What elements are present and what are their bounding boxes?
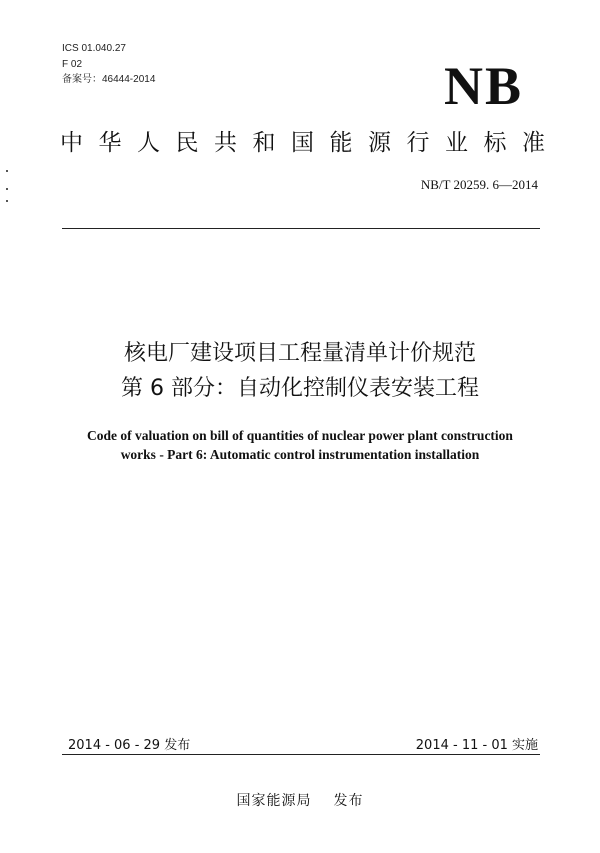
chinese-title-line-1: 核电厂建设项目工程量清单计价规范 xyxy=(123,341,476,366)
chinese-title-line-2: 第 6 部分：自动化控制仪表安装工程 xyxy=(121,376,479,401)
organization-title: 中华人民共和国能源行业标准 xyxy=(60,130,545,156)
english-title-line-1: Code of valuation on bill of quantities of nuclear power plant construction xyxy=(87,428,513,443)
implementation-date: 2014 - 11 - 01 实施 xyxy=(415,738,538,753)
issuer-line xyxy=(0,790,600,810)
nb-logo: NB xyxy=(443,56,523,116)
issuer-action: 发布 xyxy=(333,793,364,809)
ics-code: ICS 01.040.27 xyxy=(62,43,126,54)
issuer-name: 国家能源局 xyxy=(236,793,312,809)
bottom-divider xyxy=(62,754,540,755)
classification-code: F 02 xyxy=(62,59,83,70)
filing-number: 备案号：46444-2014 xyxy=(62,74,156,85)
scan-mark xyxy=(6,200,8,202)
standard-number: NB/T 20259. 6—2014 xyxy=(420,177,538,192)
top-divider xyxy=(62,228,540,229)
english-title-line-2: works - Part 6: Automatic control instrumentation installation xyxy=(120,447,480,462)
scan-mark xyxy=(6,170,8,172)
scan-mark xyxy=(6,188,8,190)
issue-date: 2014 - 06 - 29 发布 xyxy=(68,738,191,753)
